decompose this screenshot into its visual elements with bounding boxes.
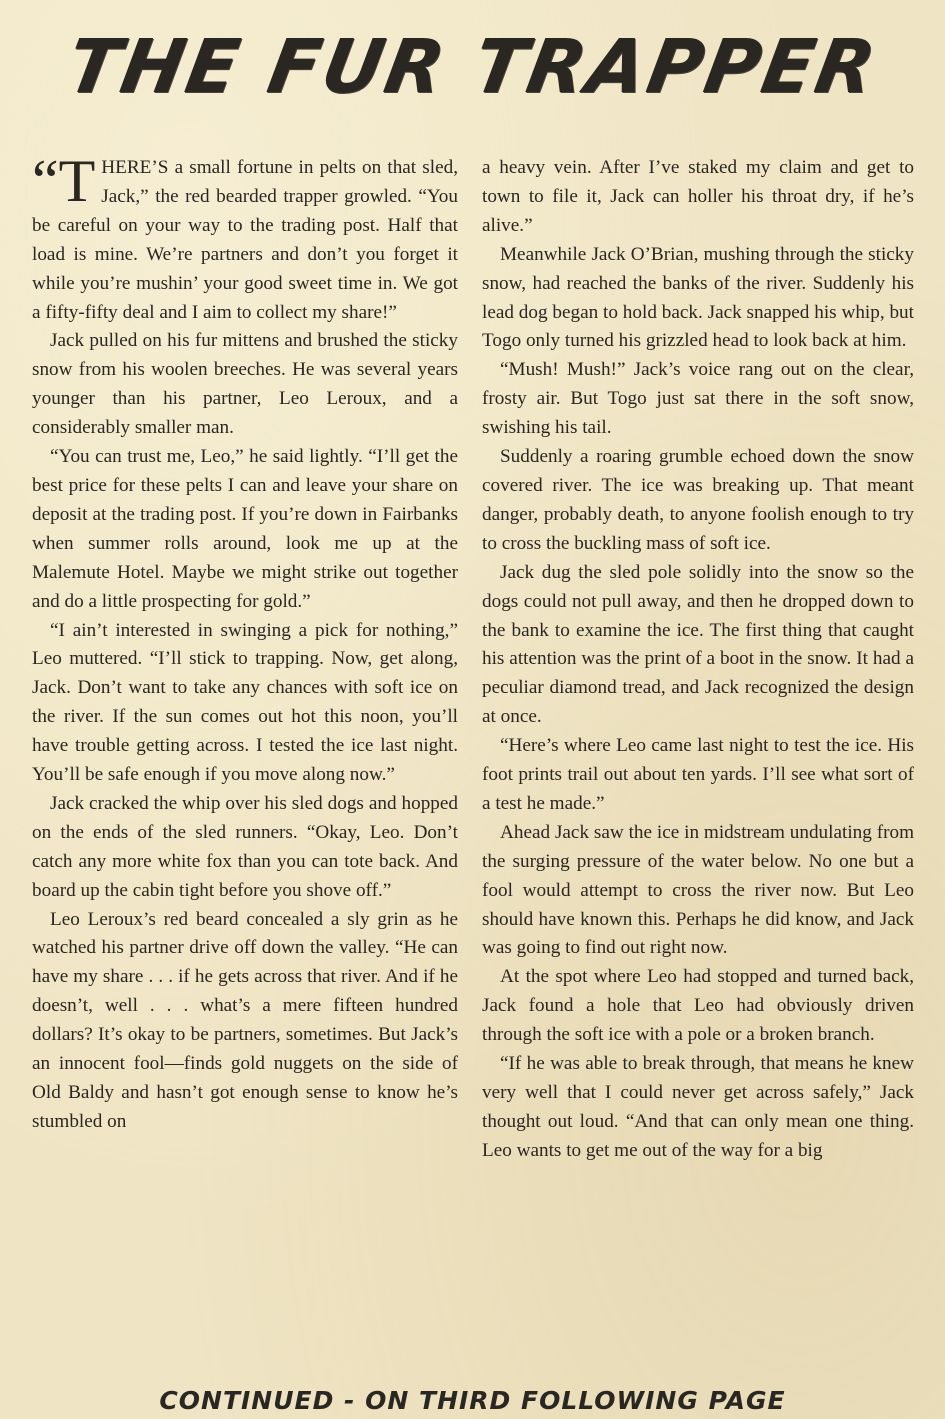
paragraph-4: “I ain’t interested in swinging a pick for nothing,” Leo muttered. “I’ll stick to trapping. Now, get along, Jack. Don’t want to take any chances with soft ice on the river. If the sun comes out hot this noon, you’ll have trouble getting across. I tested the ice last night. You’ll be safe enough if you move along now.” xyxy=(32,619,458,786)
story-title: THE FUR TRAPPER xyxy=(60,24,885,110)
paragraph-10: Jack dug the sled pole solidly into the snow so the dogs could not pull away, and then he dropped down to the bank to examine the ice. The first thing that caught his attention was the print of a boot in the snow. It had a peculiar diamond tread, and Jack recognized the design at once. xyxy=(482,561,914,728)
paragraph-13: At the spot where Leo had stopped and turned back, Jack found a hole that Leo had obviously driven through the soft ice with a pole or a broken branch. xyxy=(482,966,914,1046)
paragraph-7: Meanwhile Jack O’Brian, mushing through the sticky snow, had reached the banks of the river. Suddenly his lead dog began to hold back. Jack snapped his whip, but Togo only turned his grizzled head to look back at him. xyxy=(482,243,914,352)
paragraph-14: “If he was able to break through, that means he knew very well that I could never get across safely,” Jack thought out loud. “And that can only mean one thing. Leo wants to get me out of the way for a big xyxy=(482,1053,914,1161)
paragraph-8: “Mush! Mush!” Jack’s voice rang out on the clear, frosty air. But Togo just sat there in the soft snow, swishing his tail. xyxy=(482,359,914,439)
paragraph-5: Jack cracked the whip over his sled dogs and hopped on the ends of the sled runners. “Okay, Leo. Don’t catch any more white fox than you can tote back. And board up the cabin tight before you shove off.” xyxy=(32,792,458,901)
paragraph-2: Jack pulled on his fur mittens and brushed the sticky snow from his woolen breeches. He was several years younger than his partner, Leo Leroux, and a considerably smaller man. xyxy=(32,330,458,439)
right-column xyxy=(482,154,914,1166)
paragraph-9: Suddenly a roaring grumble echoed down the snow covered river. The ice was breaking up. That meant danger, probably death, to anyone foolish enough to try to cross the buckling mass of soft ice. xyxy=(482,446,914,554)
paragraph-continued: a heavy vein. After I’ve staked my claim and get to town to file it, Jack can holler his throat dry, if he’s alive.” xyxy=(482,157,914,236)
paragraph-3: “You can trust me, Leo,” he said lightly. “I’ll get the best price for these pelts I can and leave your share on deposit at the trading post. If you’re down in Fairbanks when summer rolls around, look me up at the Malemute Hotel. Maybe we might strike out together and do a little prospecting for gold.” xyxy=(32,446,458,612)
paragraph-1 xyxy=(32,148,458,327)
left-column xyxy=(32,148,458,1137)
paragraph-11: “Here’s where Leo came last night to test the ice. His foot prints trail out about ten yards. I’ll see what sort of a test he made.” xyxy=(482,735,914,814)
paragraph-6: Leo Leroux’s red beard concealed a sly grin as he watched his partner drive off down the valley. “He can have my share . . . if he gets across that river. And if he doesn’t, well . . . what’s a mere fifteen hundred dollars? It’s okay to be partners, sometimes. But Jack’s an innocent fool—finds gold nuggets on the side of Old Baldy and hasn’t got enough sense to know he’s stumbled on xyxy=(32,908,458,1132)
continued-note: CONTINUED - ON THIRD FOLLOWING PAGE xyxy=(159,1386,786,1415)
drop-cap xyxy=(32,148,96,214)
paragraph-1-text: HERE’S a small fortune in pelts on that sled, Jack,” the red bearded trapper growled. “You be careful on your way to the trading post. Half that load is mine. We’re partners and don’t you forget it while you’re mushin’ your good sweet time in. We got a fifty-fifty deal and I aim to collect my share!” xyxy=(32,157,458,323)
drop-cap-quote: “ xyxy=(32,148,59,214)
drop-cap-letter: T xyxy=(58,148,96,214)
paragraph-12: Ahead Jack saw the ice in midstream undulating from the surging pressure of the water below. No one but a fool would attempt to cross the river now. But Leo should have known this. Perhaps he did know, and Jack was going to find out right now. xyxy=(482,821,914,959)
